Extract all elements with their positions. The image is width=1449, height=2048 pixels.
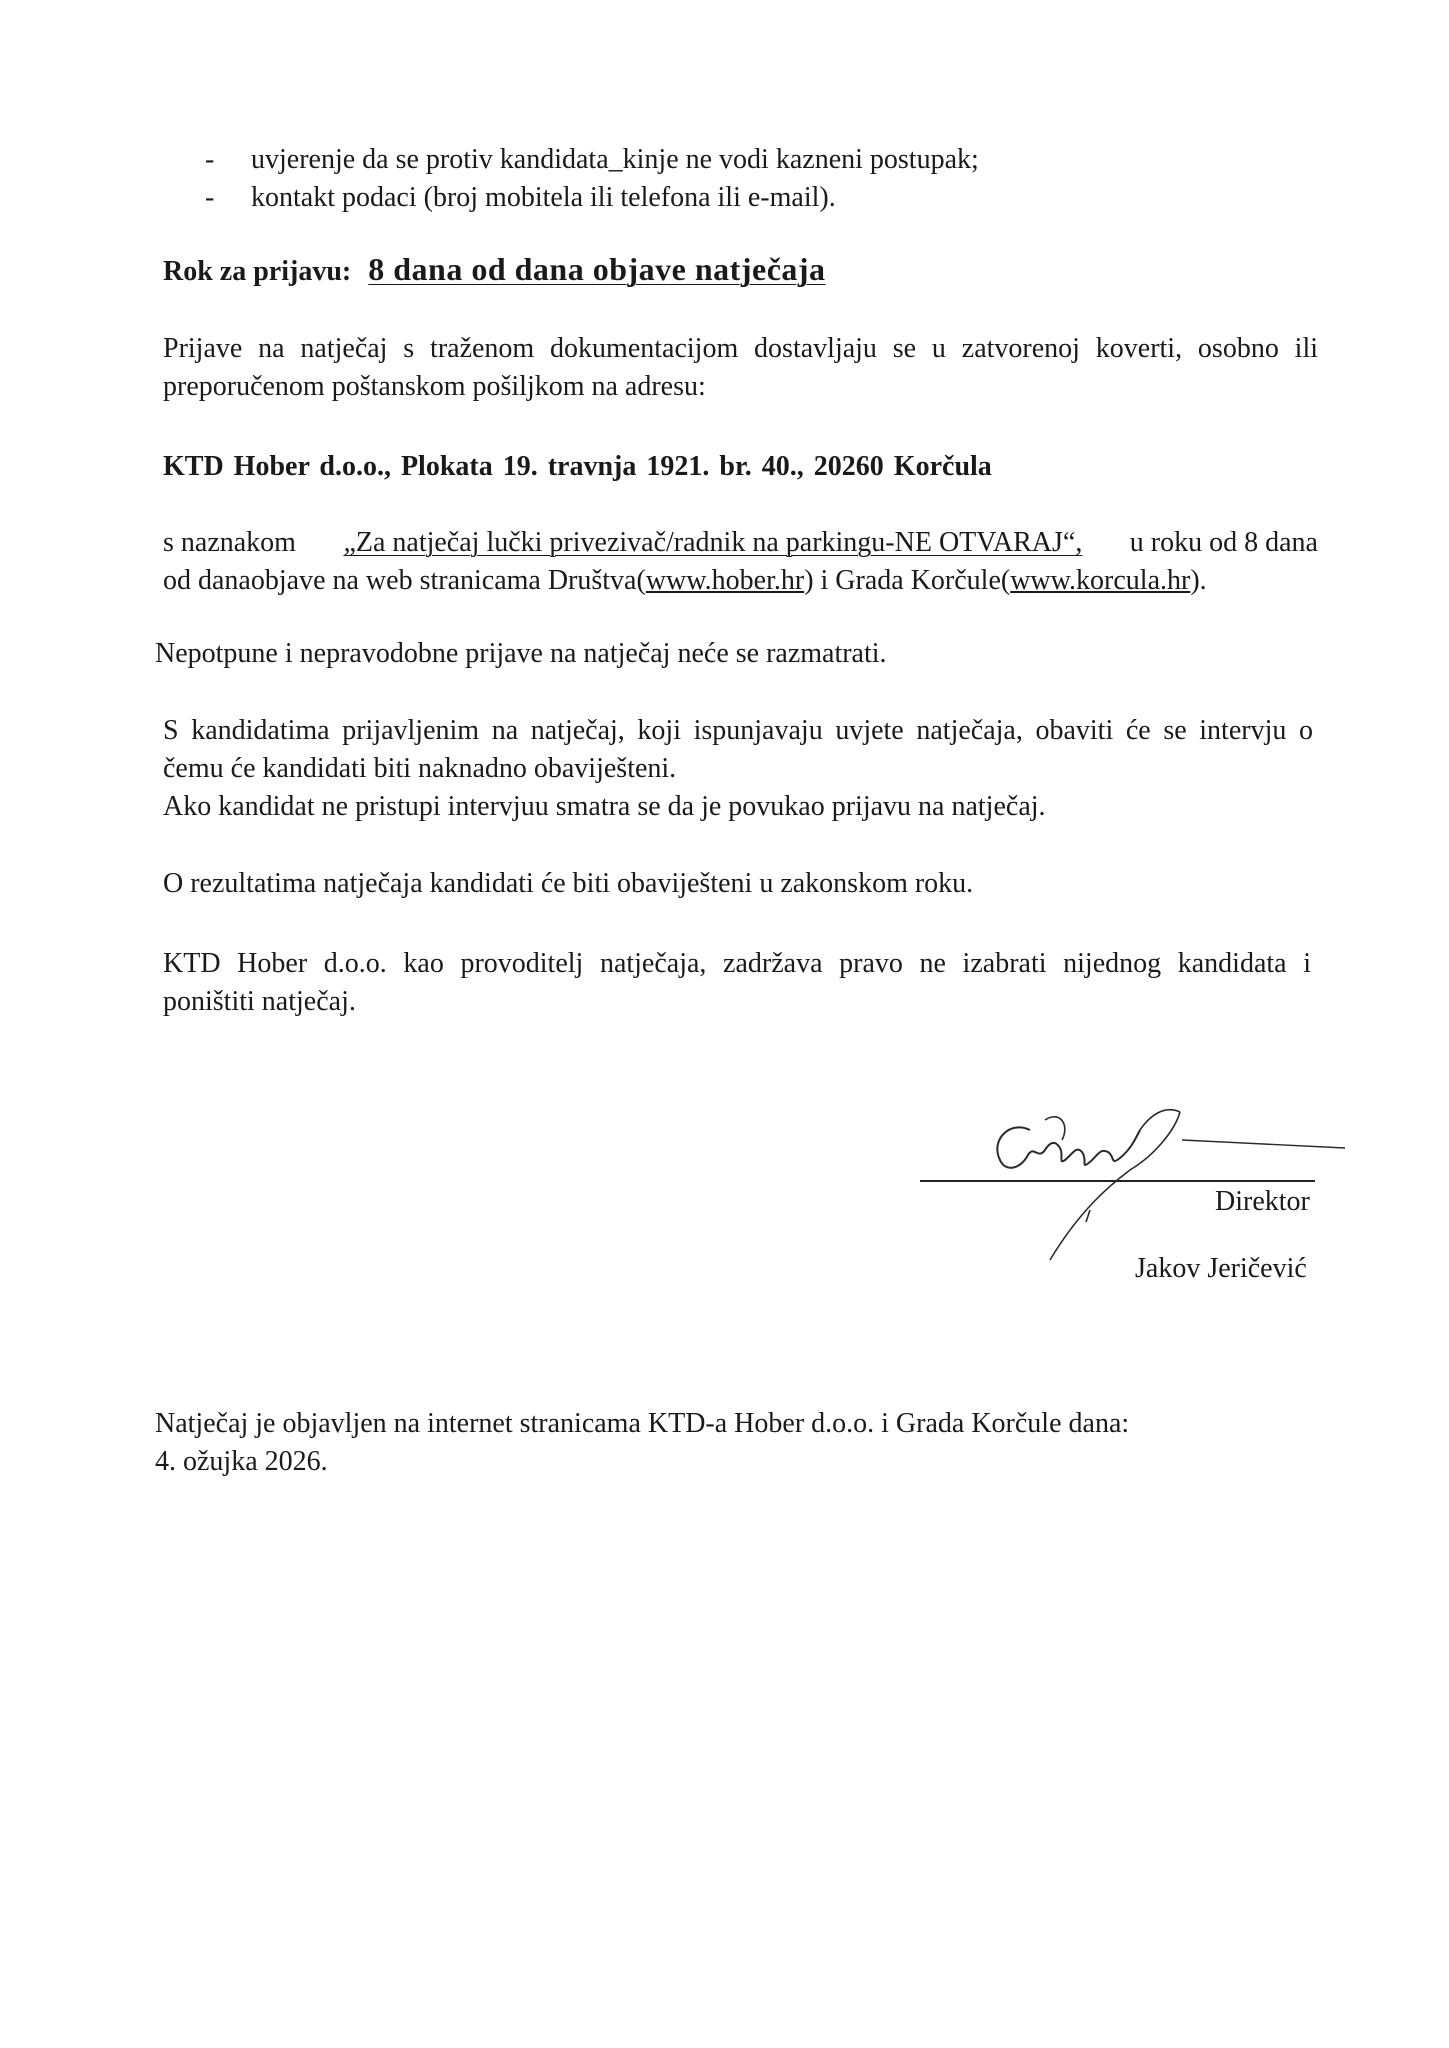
signature-line xyxy=(920,1180,1315,1182)
bullet-text: kontakt podaci (broj mobitela ili telefona ili e-mail). xyxy=(251,182,836,213)
submission-line-1: Prijave na natječaj s traženom dokumentacijom dostavljaju se u zatvorenoj koverti, osobno ili xyxy=(163,333,1318,364)
marking-line-2 xyxy=(163,562,1318,600)
interview-line-3: Ako kandidat ne pristupi intervjuu smatra se da je povukao prijavu na natječaj. xyxy=(163,791,1046,822)
marking-quote: „Za natječaj lučki privezivač/radnik na parkingu-NE OTVARAJ“, xyxy=(343,527,1083,558)
bullet-marker: - xyxy=(205,144,215,175)
list-item xyxy=(205,179,836,217)
interview-line-2: čemu će kandidati biti naknadno obaviješteni. xyxy=(163,753,677,784)
marking-line2-mid: ) i Grada Korčule( xyxy=(804,565,1011,596)
marking-line2-start: od danaobjave na web stranicama Društva( xyxy=(163,565,646,596)
marking-line-1 xyxy=(163,524,1318,562)
rights-paragraph xyxy=(163,945,1311,1021)
marking-line2-end: ). xyxy=(1190,565,1207,596)
rights-line-1: KTD Hober d.o.o. kao provoditelj natječaja, zadržava pravo ne izabrati nijednog kandidata i xyxy=(163,948,1311,979)
signer-name: Jakov Jeričević xyxy=(1135,1253,1307,1284)
deadline-value: 8 dana od dana objave natječaja xyxy=(368,251,826,287)
marking-suffix: u roku od 8 dana xyxy=(1129,527,1318,558)
publication-notice xyxy=(155,1405,1129,1481)
signer-title: Direktor xyxy=(1215,1186,1310,1217)
publication-date: 4. ožujka 2026. xyxy=(155,1446,328,1477)
interview-line-1: S kandidatima prijavljenim na natječaj, koji ispunjavaju uvjete natječaja, obaviti će se intervju o xyxy=(163,715,1313,746)
publication-line-1: Natječaj je objavljen na internet stranicama KTD-a Hober d.o.o. i Grada Korčule dana: xyxy=(155,1408,1130,1439)
rights-line-2: poništiti natječaj. xyxy=(163,986,356,1017)
deadline-label: Rok za prijavu: xyxy=(163,256,352,287)
interview-paragraph xyxy=(163,712,1313,826)
submission-paragraph xyxy=(163,330,1318,406)
korcula-link[interactable]: www.korcula.hr xyxy=(1010,565,1191,596)
deadline-line xyxy=(163,250,826,291)
bullet-text: uvjerenje da se protiv kandidata_kinje ne vodi kazneni postupak; xyxy=(251,144,979,175)
address: KTD Hober d.o.o., Plokata 19. travnja 1921. br. 40., 20260 Korčula xyxy=(163,451,992,482)
bullet-marker: - xyxy=(205,182,215,213)
list-item xyxy=(205,141,979,179)
results-notice: O rezultatima natječaja kandidati će biti obaviješteni u zakonskom roku. xyxy=(163,868,974,899)
hober-link[interactable]: www.hober.hr xyxy=(645,565,805,596)
marking-prefix: s naznakom xyxy=(163,527,296,558)
marking-paragraph xyxy=(163,524,1318,600)
incomplete-notice: Nepotpune i nepravodobne prijave na natječaj neće se razmatrati. xyxy=(155,638,887,669)
submission-line-2: preporučenom poštanskom pošiljkom na adresu: xyxy=(163,371,706,402)
